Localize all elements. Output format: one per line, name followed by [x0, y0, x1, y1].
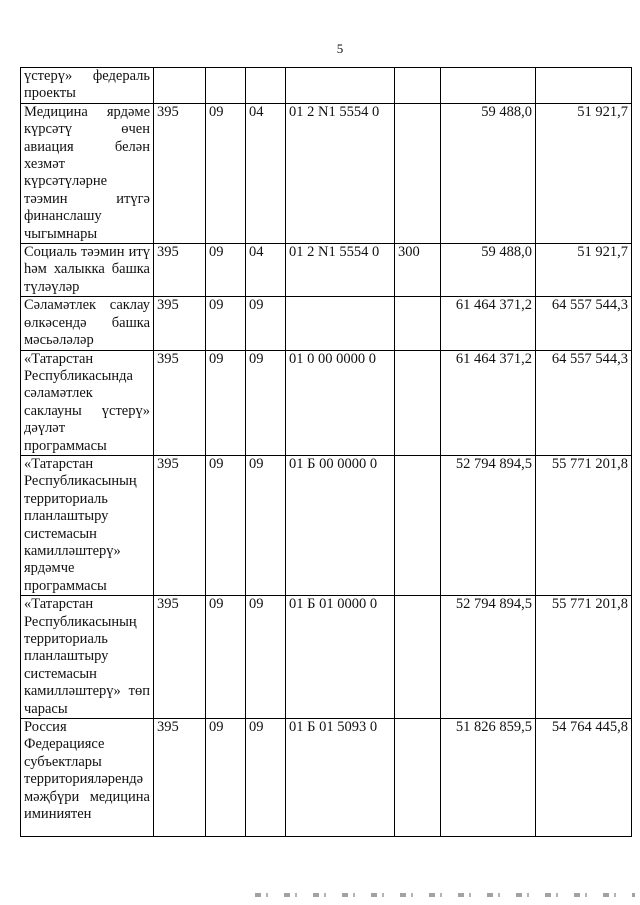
- table-row: [21, 719, 632, 837]
- cell-section-code: [206, 68, 246, 104]
- cell-amount-year-2: [536, 68, 632, 104]
- cell-ministry-code: 395: [154, 244, 206, 297]
- cell-amount-year-1: 52 794 894,5: [441, 596, 536, 719]
- table-row: [21, 244, 632, 297]
- cell-amount-year-2: 51 921,7: [536, 103, 632, 243]
- cell-name: «Татарстан Республикасында сәламәтлек саклауны үстерү» дәүләт программасы: [21, 350, 154, 455]
- page-number: 5: [336, 41, 344, 56]
- table-row: [21, 596, 632, 719]
- cell-section-code: 09: [206, 350, 246, 455]
- cell-subsection-code: 04: [246, 103, 286, 243]
- cell-section-code: 09: [206, 455, 246, 595]
- cell-amount-year-2: 64 557 544,3: [536, 297, 632, 350]
- cell-section-code: 09: [206, 103, 246, 243]
- cell-target-code: 01 Б 01 5093 0: [286, 719, 395, 837]
- cell-section-code: 09: [206, 297, 246, 350]
- cell-ministry-code: 395: [154, 297, 206, 350]
- cell-name: үстерү» федераль проекты: [21, 68, 154, 104]
- cell-ministry-code: 395: [154, 455, 206, 595]
- cell-target-code: 01 Б 01 0000 0: [286, 596, 395, 719]
- cell-ministry-code: 395: [154, 596, 206, 719]
- cell-ministry-code: 395: [154, 719, 206, 837]
- cell-subsection-code: [246, 68, 286, 104]
- cell-name: Медицина ярдәме күрсәтү өчен авиация белән хезмәт күрсәтүләрне тәэмин итүгә финанслашу чыгымнары: [21, 103, 154, 243]
- cell-expense-type-code: [395, 596, 441, 719]
- cell-name: «Татарстан Республикасының территориаль планлаштыру системасын камилләштерү» ярдәмче программасы: [21, 455, 154, 595]
- cell-subsection-code: 09: [246, 455, 286, 595]
- cell-target-code: [286, 68, 395, 104]
- cell-expense-type-code: [395, 103, 441, 243]
- cell-expense-type-code: [395, 297, 441, 350]
- cell-ministry-code: 395: [154, 103, 206, 243]
- cell-amount-year-1: 59 488,0: [441, 244, 536, 297]
- cell-ministry-code: [154, 68, 206, 104]
- cell-amount-year-1: 51 826 859,5: [441, 719, 536, 837]
- cell-name: «Татарстан Республикасының территориаль планлаштыру системасын камилләштерү» төп чарасы: [21, 596, 154, 719]
- cell-ministry-code: 395: [154, 350, 206, 455]
- cell-name: Социаль тәэмин итү һәм халыкка башка түләүләр: [21, 244, 154, 297]
- cell-amount-year-2: 55 771 201,8: [536, 596, 632, 719]
- cell-target-code: 01 2 N1 5554 0: [286, 244, 395, 297]
- budget-table: [20, 67, 632, 837]
- cell-target-code: 01 2 N1 5554 0: [286, 103, 395, 243]
- table-row: [21, 68, 632, 104]
- cell-amount-year-1: [441, 68, 536, 104]
- table-row: [21, 103, 632, 243]
- cell-subsection-code: 09: [246, 350, 286, 455]
- cell-amount-year-2: 64 557 544,3: [536, 350, 632, 455]
- cell-section-code: 09: [206, 244, 246, 297]
- cell-amount-year-1: 61 464 371,2: [441, 297, 536, 350]
- cell-amount-year-2: 51 921,7: [536, 244, 632, 297]
- cell-expense-type-code: [395, 455, 441, 595]
- cell-subsection-code: 09: [246, 297, 286, 350]
- cell-section-code: 09: [206, 596, 246, 719]
- table-row: [21, 350, 632, 455]
- cell-expense-type-code: [395, 68, 441, 104]
- cell-subsection-code: 09: [246, 596, 286, 719]
- cell-amount-year-1: 59 488,0: [441, 103, 536, 243]
- cell-expense-type-code: 300: [395, 244, 441, 297]
- table-row: [21, 297, 632, 350]
- cell-subsection-code: 04: [246, 244, 286, 297]
- cell-target-code: 01 0 00 0000 0: [286, 350, 395, 455]
- cell-section-code: 09: [206, 719, 246, 837]
- cell-target-code: 01 Б 00 0000 0: [286, 455, 395, 595]
- cell-subsection-code: 09: [246, 719, 286, 837]
- cell-target-code: [286, 297, 395, 350]
- scan-artifacts: [255, 893, 635, 897]
- cell-name: Россия Федерациясе субъектлары территорияләрендә мәҗбүри медицина иминиятен: [21, 719, 154, 837]
- cell-amount-year-2: 55 771 201,8: [536, 455, 632, 595]
- cell-expense-type-code: [395, 719, 441, 837]
- cell-expense-type-code: [395, 350, 441, 455]
- cell-amount-year-2: 54 764 445,8: [536, 719, 632, 837]
- cell-amount-year-1: 61 464 371,2: [441, 350, 536, 455]
- cell-name: Сәламәтлек саклау өлкәсендә башка мәсьәләләр: [21, 297, 154, 350]
- cell-amount-year-1: 52 794 894,5: [441, 455, 536, 595]
- table-row: [21, 455, 632, 595]
